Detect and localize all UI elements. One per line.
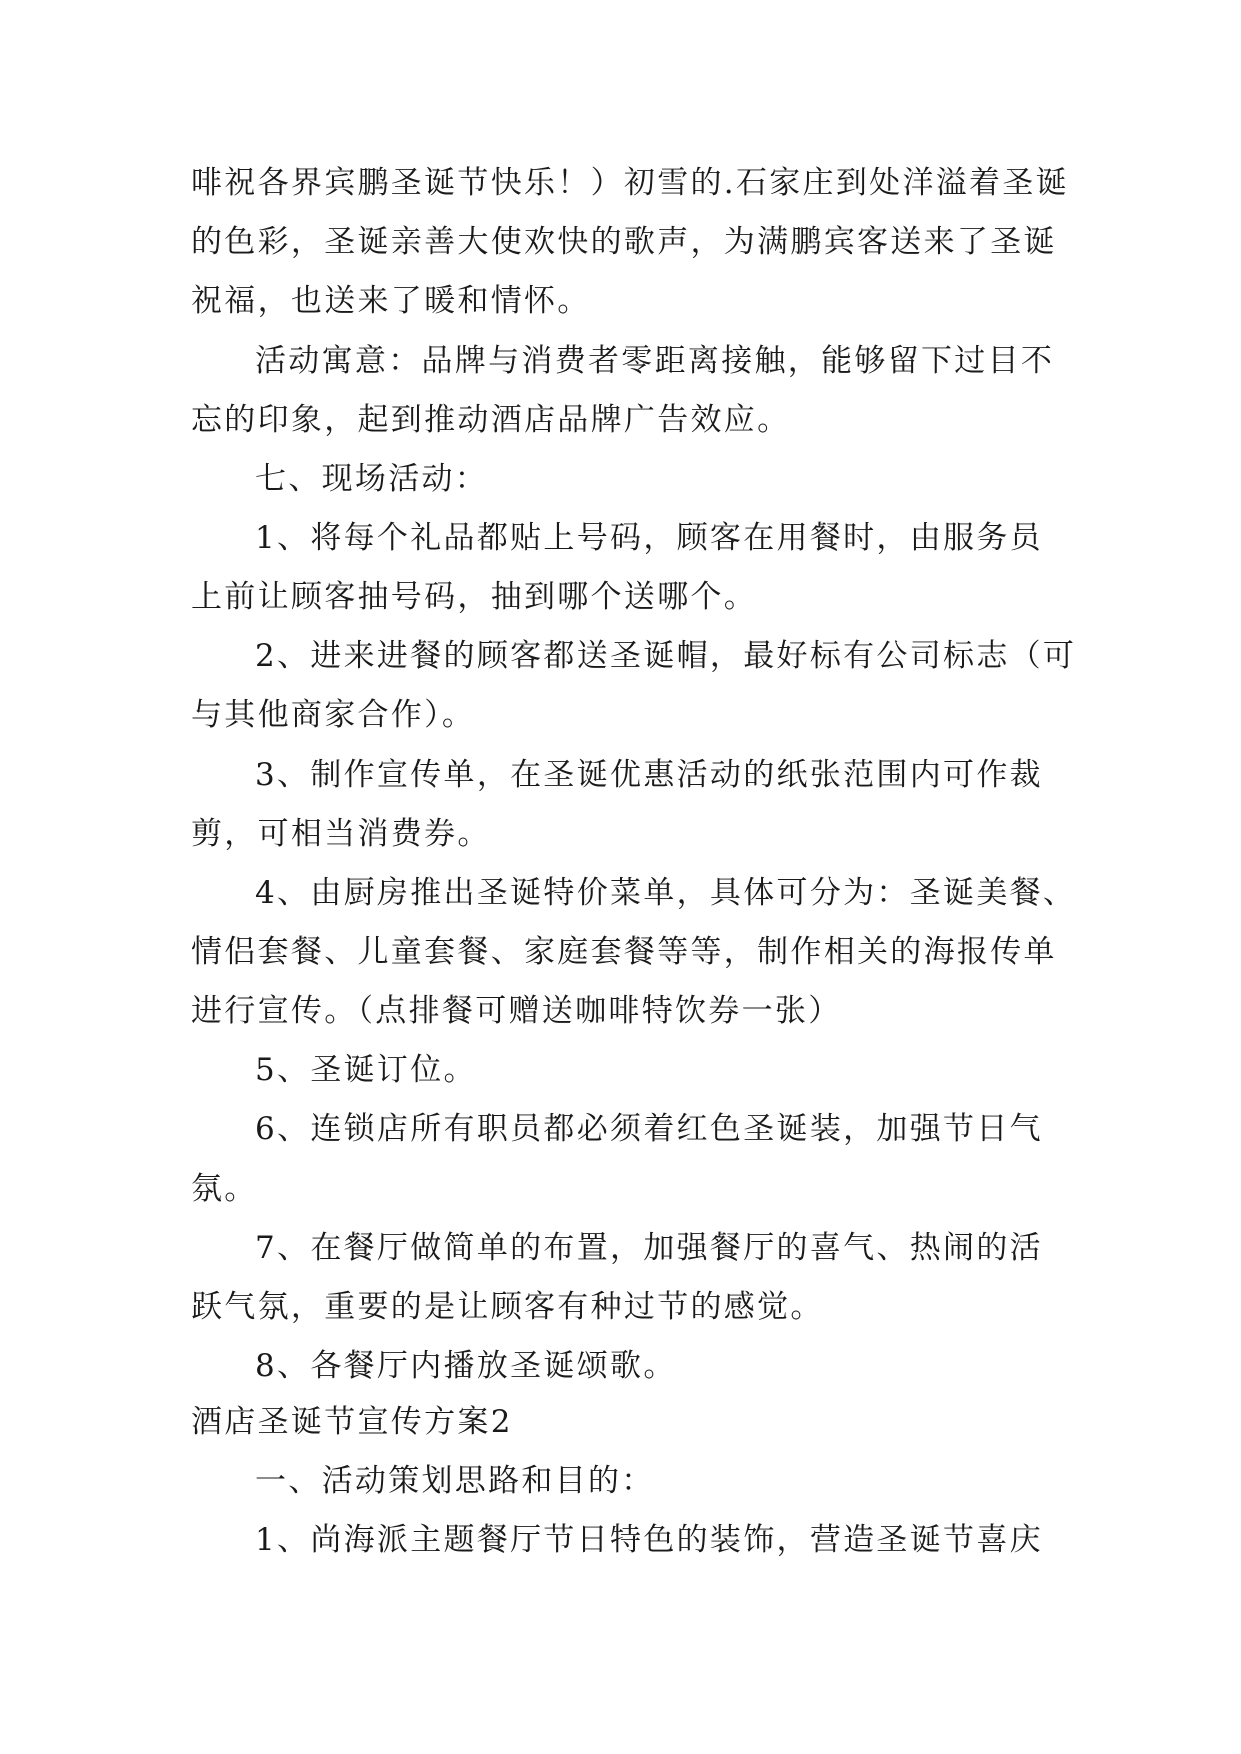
paragraph-line: 祝福，也送来了暖和情怀。 [191,283,591,319]
list-item-line: 4、由厨房推出圣诞特价菜单，具体可分为：圣诞美餐、 [255,875,1077,911]
paragraph-line: 啡祝各界宾鹏圣诞节快乐！）初雪的.石家庄到处洋溢着圣诞 [191,165,1069,201]
list-item-line: 1、尚海派主题餐厅节日特色的装饰，营造圣诞节喜庆 [255,1522,1043,1558]
paragraph-line: 忘的印象，起到推动酒店品牌广告效应。 [191,402,791,438]
paragraph-line: 活动寓意：品牌与消费者零距离接触，能够留下过目不 [255,343,1055,379]
section-heading: 一、活动策划思路和目的： [255,1463,655,1499]
list-item-line: 氛。 [191,1171,258,1207]
list-item-line: 跃气氛，重要的是让顾客有种过节的感觉。 [191,1289,824,1325]
list-item-line: 剪，可相当消费券。 [191,816,491,852]
list-item-line: 情侣套餐、儿童套餐、家庭套餐等等，制作相关的海报传单 [191,934,1057,970]
list-item-line: 上前让顾客抽号码，抽到哪个送哪个。 [191,579,758,615]
list-item-line: 3、制作宣传单，在圣诞优惠活动的纸张范围内可作裁 [255,757,1043,793]
list-item-line: 2、进来进餐的顾客都送圣诞帽，最好标有公司标志（可 [255,638,1077,674]
list-item-line: 5、圣诞订位。 [255,1052,477,1088]
paragraph-line: 的色彩，圣诞亲善大使欢快的歌声，为满鹏宾客送来了圣诞 [191,224,1057,260]
document-title: 酒店圣诞节宣传方案2 [191,1404,513,1440]
list-item-line: 与其他商家合作）。 [191,697,476,733]
section-heading: 七、现场活动： [255,461,489,497]
list-item-line: 进行宣传。（点排餐可赠送咖啡特饮券一张） [191,993,842,1029]
list-item-line: 8、各餐厅内播放圣诞颂歌。 [255,1348,677,1384]
list-item-line: 6、连锁店所有职员都必须着红色圣诞装，加强节日气 [255,1111,1043,1147]
list-item-line: 7、在餐厅做简单的布置，加强餐厅的喜气、热闹的活 [255,1230,1043,1266]
list-item-line: 1、将每个礼品都贴上号码，顾客在用餐时，由服务员 [255,520,1043,556]
